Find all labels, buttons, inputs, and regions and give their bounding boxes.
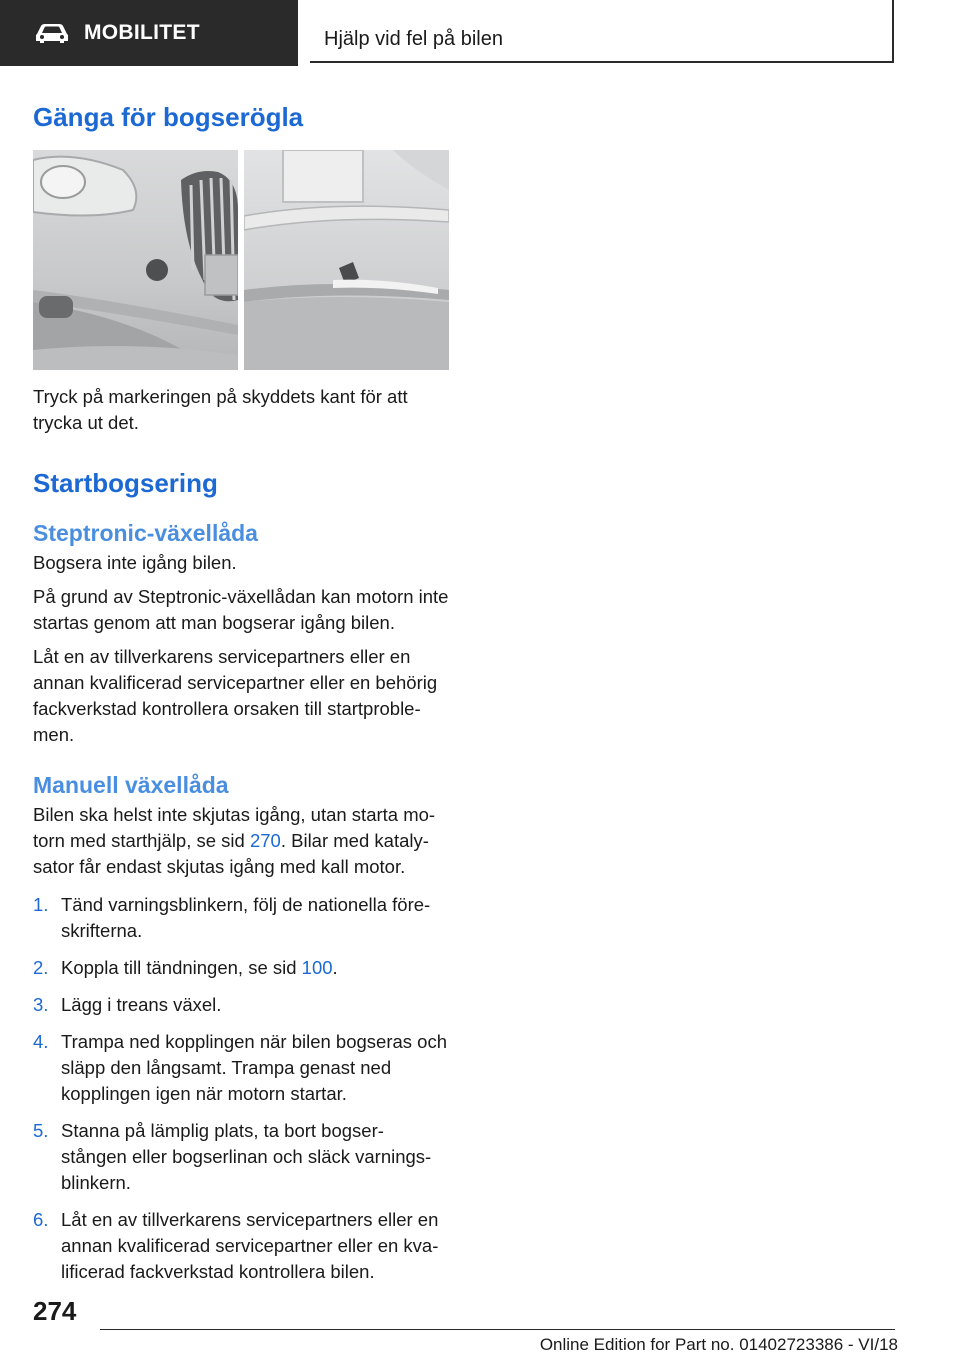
manual-intro-text: Bilen ska helst inte skjutas igång, utan starta mo-torn med starthjälp, se sid [33, 804, 436, 851]
step-text: Tänd varningsblinkern, följ de nationella före-skrifterna. [61, 894, 431, 941]
tow-eye-cover-photo [33, 150, 449, 370]
chapter-title: Hjälp vid fel på bilen [324, 28, 503, 50]
steptronic-p2: På grund av Steptronic-växellådan kan motorn inte startas genom att man bogserar igång bilen. [33, 586, 449, 633]
list-item [33, 955, 449, 981]
section-tab [0, 0, 298, 66]
page-link-270[interactable]: 270 [249, 830, 281, 851]
heading-manual: Manuell växellåda [33, 772, 229, 798]
list-item [33, 992, 449, 1018]
tow-eye-caption: Tryck på markeringen på skyddets kant för att trycka ut det. [33, 386, 408, 433]
list-item [33, 1029, 449, 1107]
page-header [0, 0, 960, 66]
steptronic-p1: Bogsera inte igång bilen. [33, 552, 237, 573]
step-number: 6. [33, 1209, 49, 1230]
section-label: MOBILITET [84, 21, 200, 44]
step-number: 2. [33, 957, 49, 978]
step-text: Stanna på lämplig plats, ta bort bogser-stången eller bogserlinan och släck varnings-blinkern. [61, 1120, 432, 1193]
step-number: 5. [33, 1120, 49, 1141]
car-icon [34, 21, 70, 45]
step-number: 1. [33, 894, 49, 915]
edition-note: Online Edition for Part no. 01402723386 - VI/18 [539, 1335, 898, 1354]
list-item [33, 1118, 449, 1196]
step-text: Lägg i treans växel. [61, 994, 222, 1015]
list-item [33, 892, 449, 944]
page-link-100[interactable]: 100 [301, 957, 333, 978]
step-text: Trampa ned kopplingen när bilen bogseras och släpp den långsamt. Trampa genast ned kopplingen igen när motorn startar. [61, 1031, 448, 1104]
heading-steptronic: Steptronic-växellåda [33, 520, 258, 546]
steptronic-p3: Låt en av tillverkarens servicepartners eller en annan kvalificerad servicepartner eller en behörig fackverkstad kontrollera orsaken till startproble-men. [33, 646, 438, 745]
step-text-after: . [332, 957, 338, 978]
main-column [33, 100, 449, 1296]
step-number: 4. [33, 1031, 49, 1052]
step-text: Koppla till tändningen, se sid [61, 957, 302, 978]
heading-tow-eye: Gänga för bogserögla [33, 102, 304, 132]
step-text: Låt en av tillverkarens servicepartners eller en annan kvalificerad servicepartner eller en kva-lificerad fackverkstad kontrollera bilen. [61, 1209, 439, 1282]
manual-intro [33, 802, 449, 880]
manual-steps [33, 892, 449, 1285]
list-item [33, 1207, 449, 1285]
chapter-box [310, 0, 894, 63]
footer-divider [100, 1329, 895, 1330]
step-number: 3. [33, 994, 49, 1015]
manual-intro-text-after: . Bilar med kataly-sator får endast skjutas igång med kall motor. [33, 830, 429, 877]
page-number: 274 [33, 1296, 77, 1326]
heading-jump-tow: Startbogsering [33, 468, 218, 498]
